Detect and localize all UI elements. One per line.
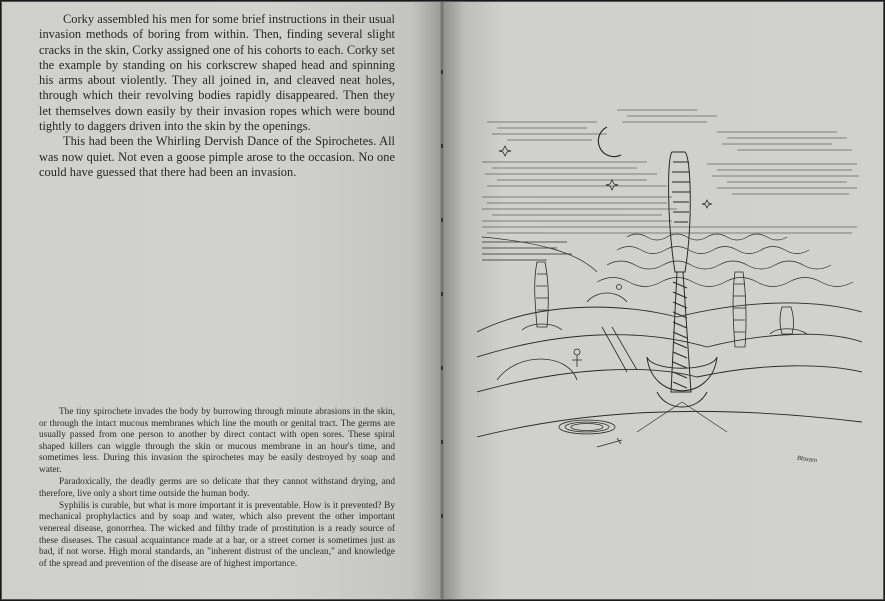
spirochete-illustration [477,102,862,472]
star-icon [499,146,511,156]
footnote-paragraph: Syphilis is curable, but what is more important it is preventable. How is it prevented? By mechanical prophylactics and by soap and water, which also prevent the other important venereal disease, gonorrhea. The wicked and filthy trade of prostitution is a ready source of these diseases. The casual acquaintance made at a bar, or a street corner is sometimes just as bad, if not worse. High moral standards, an "inherent distrust of the unclean," and knowledge of the spread and prevention of the disease are of highest importance. [39,500,395,569]
book-gutter [439,2,445,600]
spirochete-tower [637,152,727,432]
binding-stitch [441,514,443,518]
moon-icon [598,127,621,157]
artist-signature: Bloxam [796,455,818,465]
binding-stitch [441,144,443,148]
sky-hatching [482,110,859,233]
footnote-text [39,407,395,571]
star-icon [606,180,618,190]
spirochete-left [535,262,549,327]
binding-stitch [441,440,443,444]
left-page [2,2,442,600]
story-paragraph: Corky assembled his men for some brief instructions in their usual invasion methods of boring from within. Then, finding several slight cracks in the skin, Corky assigned one of his cohorts to each. Corky set the example by standing on his corkscrew shaped head and spinning his arms about violently. They all joined in, and cleaved neat holes, through which their revolving bodies rapidly disappeared. Then they let themselves down easily by their invasion ropes which were bound tightly to daggers driven into the skin by the openings. [39,12,395,134]
footnote-paragraph: Paradoxically, the deadly germs are so delicate that they cannot withstand drying, and therefore, live only a short time outside the human body. [39,477,395,499]
skin-mound [497,359,577,380]
binding-stitch [441,366,443,370]
story-text [39,12,395,180]
soldier-figure [617,285,622,290]
story-paragraph: This had been the Whirling Dervish Dance of the Spirochetes. All was now quiet. Not even a goose pimple arose to the occasion. No one could have guessed that there had been an invasion. [39,134,395,179]
footnote-paragraph: The tiny spirochete invades the body by burrowing through minute abrasions in the skin, or through the intact mucous membranes which line the mouth or genital tract. The germs are usually passed from one person to another by direct contact with open sores. These spiral shaped killers can wiggle through the skin or mucous membrane in an hour's time, and sometimes less. During this invasion the spirochetes may be easily destroyed by soap and water. [39,407,395,475]
binding-stitch [441,292,443,296]
skin-mound [587,293,627,302]
star-icon [703,200,712,208]
dagger-icon [597,438,622,447]
book-spread [1,1,884,600]
soldier-figure [574,349,580,355]
binding-stitch [441,218,443,222]
skin-cells [597,234,853,287]
binding-stitch [441,70,443,74]
dagger-icon [602,327,637,372]
